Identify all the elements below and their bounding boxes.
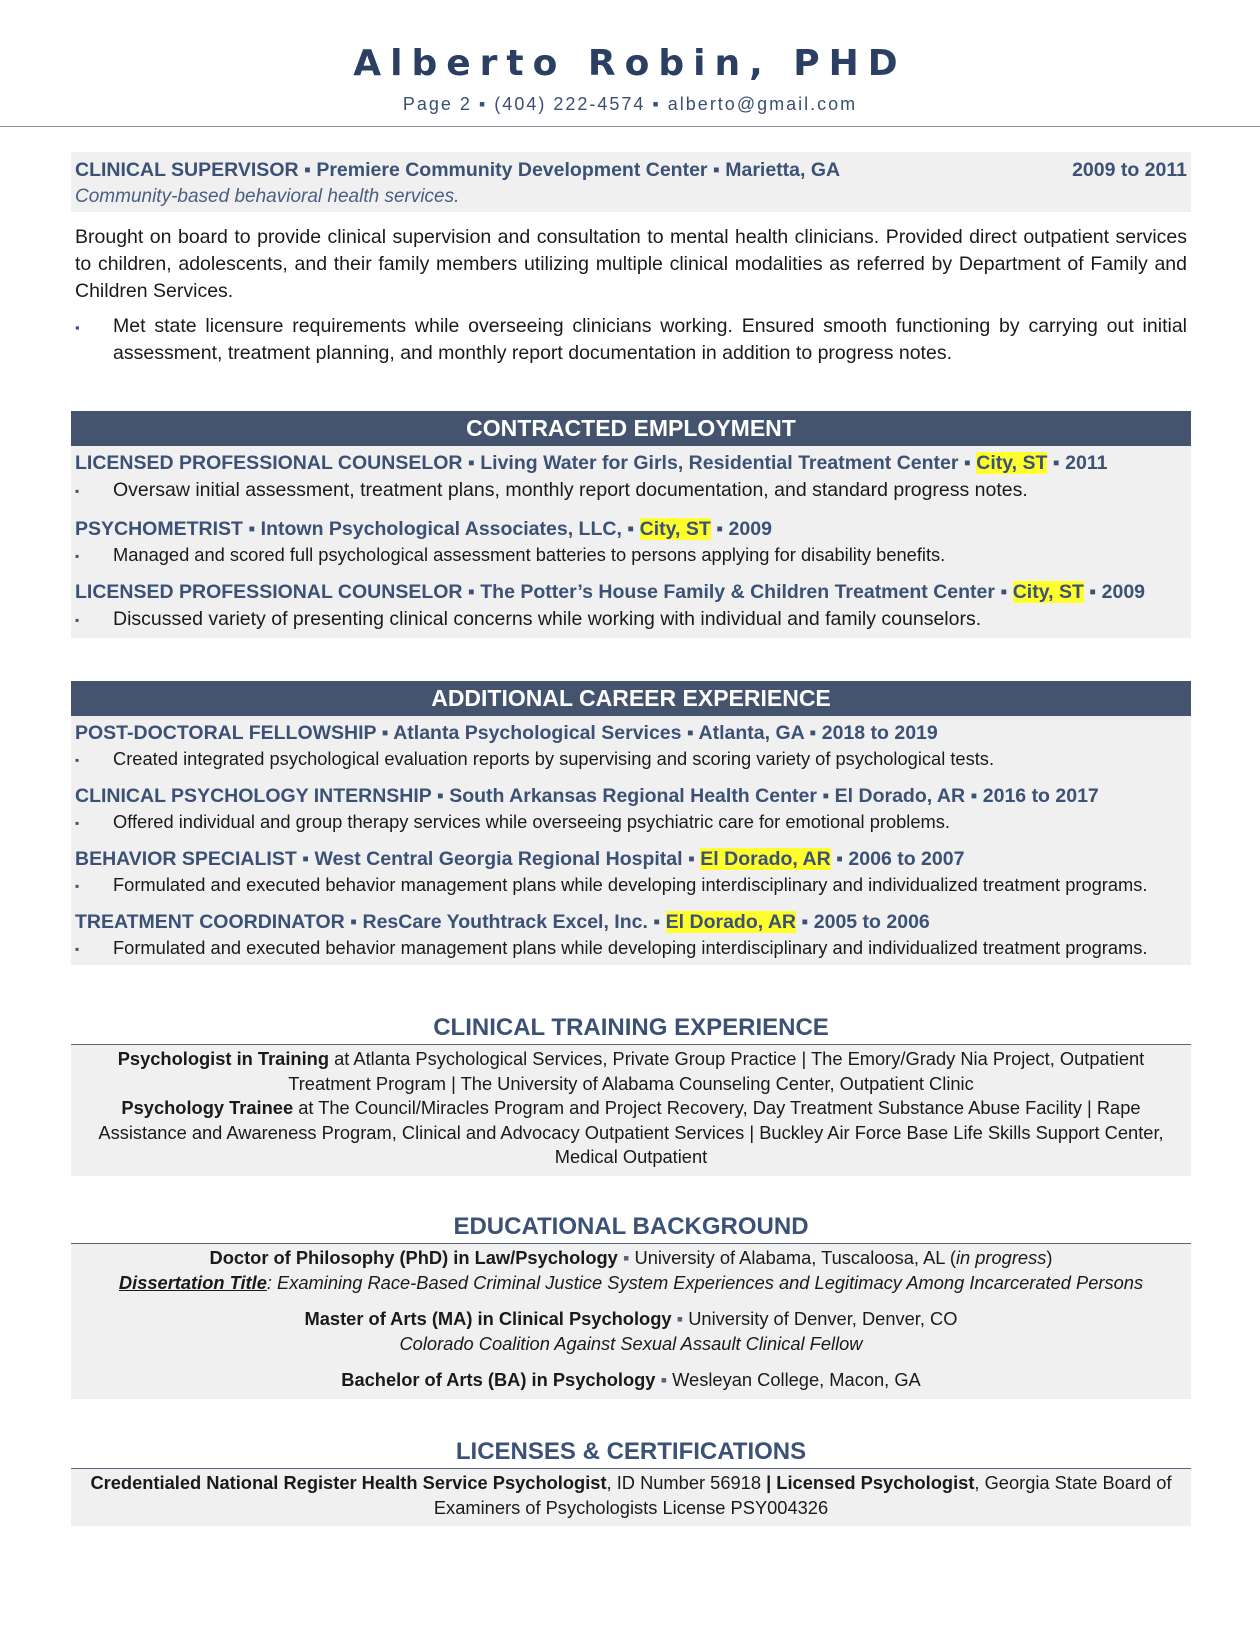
list-item: [75, 720, 1187, 772]
entry-heading: PSYCHOMETRIST ▪ Intown Psychological Associates, LLC, ▪ City, ST ▪ 2009: [75, 518, 772, 540]
entry-heading: CLINICAL PSYCHOLOGY INTERNSHIP ▪ South Arkansas Regional Health Center ▪ El Dorado, AR ▪ 2016 to 2017: [75, 785, 1099, 807]
training-line-2: Psychology Trainee at The Council/Miracles Program and Project Recovery, Day Treatment Substance Abuse Facility | Rape Assistance and Awareness Program, Clinical and Advocacy Outpatient Services | Buckley Air Force Base Life Skills Support Center, Medical Outpatient: [98, 1097, 1164, 1167]
bullet-icon: ▪: [75, 879, 80, 893]
entry-bullet: ▪ Created integrated psychological evaluation reports by supervising and scoring variety of psychological tests.: [75, 747, 1187, 772]
section-heading: EDUCATIONAL BACKGROUND: [453, 1213, 809, 1240]
contact-line: Page 2 ▪ (404) 222-4574 ▪ alberto@gmail.com: [402, 94, 858, 114]
ma-degree: Master of Arts (MA) in Clinical Psychology ▪ University of Denver, Denver, CO: [304, 1308, 958, 1329]
job-dates: 2009 to 2011: [1072, 159, 1187, 181]
additional-experience-section: [71, 681, 1191, 965]
list-item: [75, 909, 1187, 961]
entry-heading: POST-DOCTORAL FELLOWSHIP ▪ Atlanta Psychological Services ▪ Atlanta, GA ▪ 2018 to 2019: [75, 722, 938, 744]
bullet-icon: ▪: [75, 549, 80, 563]
bullet-icon: ▪: [75, 484, 80, 498]
header-divider: [0, 126, 1260, 127]
bullet-icon: ▪: [75, 320, 80, 335]
job-bullet: [75, 313, 1187, 367]
contracted-entries: [71, 446, 1191, 638]
contracted-employment-section: [71, 411, 1191, 638]
highlighted-location: El Dorado, AR: [665, 911, 797, 933]
entry-bullet: ▪ Formulated and executed behavior management plans while developing interdisciplinary and individualized treatment programs.: [75, 936, 1187, 961]
entry-bullet: ▪ Formulated and executed behavior management plans while developing interdisciplinary and individualized treatment programs.: [75, 873, 1187, 898]
list-item: [75, 579, 1187, 634]
list-item: [75, 783, 1187, 835]
entry-heading: LICENSED PROFESSIONAL COUNSELOR ▪ Living Water for Girls, Residential Treatment Center ▪ City, ST ▪ 2011: [75, 452, 1108, 474]
entry-bullet: ▪ Managed and scored full psychological assessment batteries to persons applying for disability benefits.: [75, 543, 1187, 568]
list-item: [75, 846, 1187, 898]
dissertation-title: Dissertation Title: Examining Race-Based Criminal Justice System Experiences and Legitimacy Among Incarcerated Persons: [118, 1271, 1144, 1293]
job-heading-band: [71, 152, 1191, 212]
candidate-name: Alberto Robin, PHD: [353, 43, 907, 84]
section-heading: CLINICAL TRAINING EXPERIENCE: [433, 1014, 829, 1041]
highlighted-location: City, ST: [1012, 581, 1084, 603]
section-heading: CONTRACTED EMPLOYMENT: [71, 411, 1191, 446]
job-description: Brought on board to provide clinical supervision and consultation to mental health clinicians. Provided direct outpatient services to children, adolescents, and their family members utilizing multiple clinical modalities as referred by Department of Family and Children Services.: [75, 226, 1187, 302]
highlighted-location: El Dorado, AR: [700, 848, 831, 870]
bullet-text: Met state licensure requirements while overseeing clinicians working. Ensured smooth functioning by carrying out initial assessment, treatment planning, and monthly report documentation in addition to progress notes.: [113, 315, 1187, 364]
list-item: [75, 516, 1187, 568]
bullet-icon: ▪: [75, 753, 80, 767]
clinical-training-section: [71, 1012, 1191, 1176]
entry-bullet: ▪ Offered individual and group therapy services while overseeing psychiatric care for emotional problems.: [75, 810, 1187, 835]
entry-heading: BEHAVIOR SPECIALIST ▪ West Central Georgia Regional Hospital ▪ El Dorado, AR ▪ 2006 to 2007: [75, 848, 965, 870]
highlighted-location: City, ST: [976, 452, 1048, 474]
highlighted-location: City, ST: [639, 518, 711, 540]
section-heading: LICENSES & CERTIFICATIONS: [455, 1438, 807, 1465]
entry-bullet: ▪ Discussed variety of presenting clinical concerns while working with individual and family counselors.: [75, 606, 1187, 634]
resume-header: [0, 0, 1260, 116]
training-line-1: Psychologist in Training at Atlanta Psychological Services, Private Group Practice | The Emory/Grady Nia Project, Outpatient Treatment Program | The University of Alabama Counseling Center, Outpatient Clinic: [117, 1048, 1145, 1094]
bullet-icon: ▪: [75, 942, 80, 956]
ba-degree: Bachelor of Arts (BA) in Psychology ▪ Wesleyan College, Macon, GA: [341, 1369, 921, 1390]
entry-heading: TREATMENT COORDINATOR ▪ ResCare Youthtrack Excel, Inc. ▪ El Dorado, AR ▪ 2005 to 2006: [75, 911, 930, 933]
job-title-line: [75, 156, 1187, 184]
bullet-icon: ▪: [75, 613, 80, 627]
clinical-supervisor-job: [71, 152, 1191, 367]
training-details: [71, 1045, 1191, 1176]
education-details: [71, 1244, 1191, 1399]
phd-degree: Doctor of Philosophy (PhD) in Law/Psychology ▪ University of Alabama, Tuscaloosa, AL (in progress): [209, 1247, 1053, 1268]
entry-bullet: ▪ Oversaw initial assessment, treatment plans, monthly report documentation, and standard progress notes.: [75, 477, 1187, 505]
licenses-details: Credentialed National Register Health Service Psychologist, ID Number 56918 | Licensed Psychologist, Georgia State Board of Examiners of Psychologists License PSY004326: [71, 1469, 1191, 1526]
section-heading: ADDITIONAL CAREER EXPERIENCE: [71, 681, 1191, 716]
education-section: [71, 1211, 1191, 1399]
additional-entries: [71, 716, 1191, 965]
job-subtitle: Community-based behavioral health services.: [75, 186, 460, 207]
licenses-section: [71, 1436, 1191, 1526]
ma-fellowship: Colorado Coalition Against Sexual Assault Clinical Fellow: [399, 1332, 863, 1354]
bullet-icon: ▪: [75, 816, 80, 830]
list-item: [75, 450, 1187, 505]
job-title: CLINICAL SUPERVISOR ▪ Premiere Community Development Center ▪ Marietta, GA: [75, 159, 841, 181]
entry-heading: LICENSED PROFESSIONAL COUNSELOR ▪ The Potter’s House Family & Children Treatment Center ▪ City, ST ▪ 2009: [75, 581, 1146, 603]
